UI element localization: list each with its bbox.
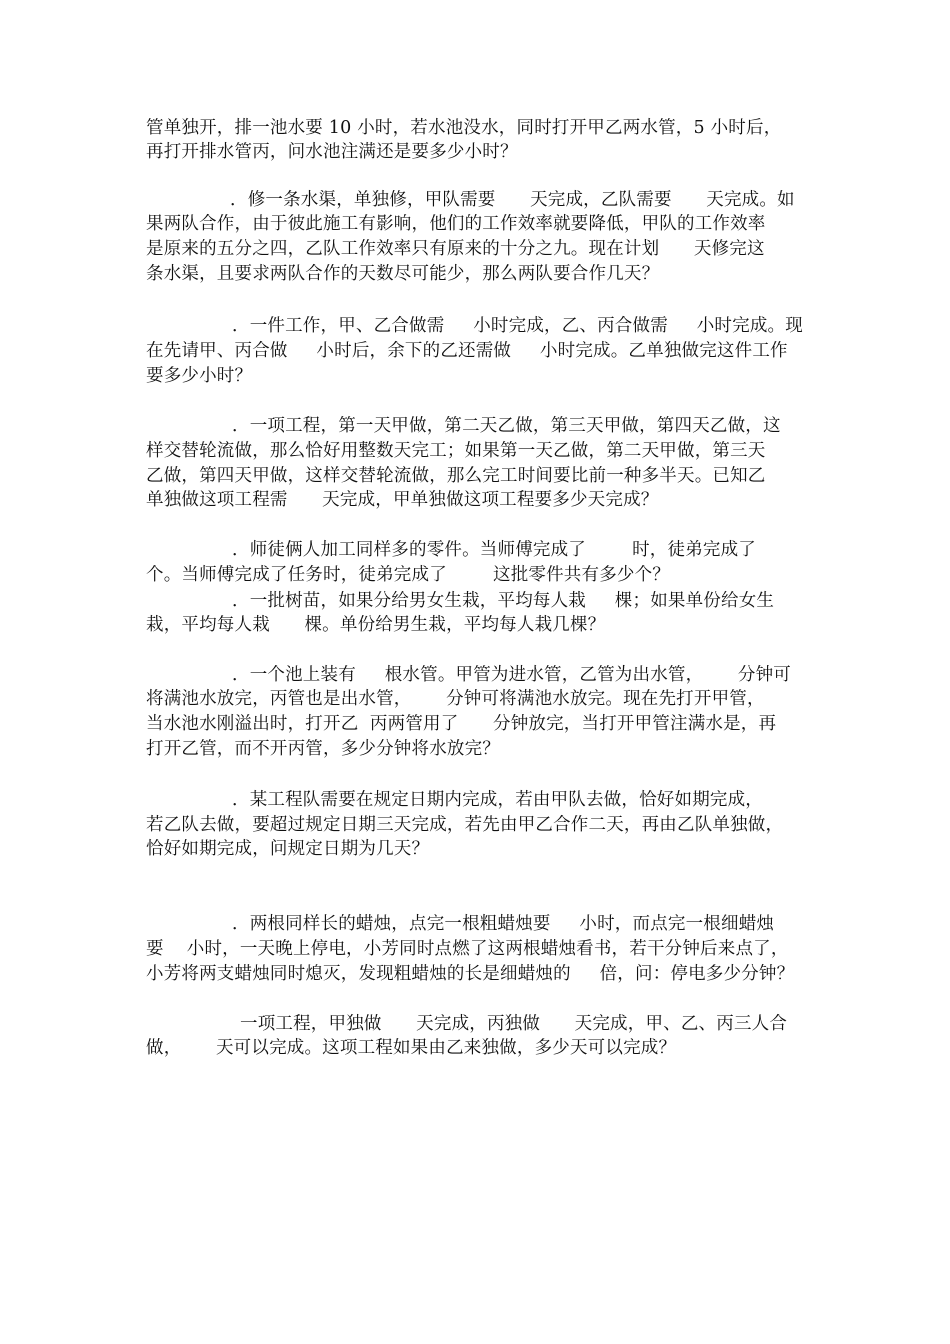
problem-line: ．一个池上装有 根水管。甲管为进水管，乙管为出水管， 分钟可	[232, 665, 791, 685]
problem-line: 一项工程，甲独做 天完成，丙独做 天完成，甲、乙、丙三人合	[240, 1014, 788, 1034]
problem-line: 要多少小时？	[146, 366, 253, 386]
problem-line: 乙做，第四天甲做，这样交替轮流做，那么完工时间要比前一种多半天。已知乙	[146, 466, 766, 486]
problem-line: 管单独开，排一池水要 10 小时，若水池没水，同时打开甲乙两水管，5 小时后，	[146, 118, 782, 138]
problem-line: ．修一条水渠，单独修，甲队需要 天完成，乙队需要 天完成。如	[230, 190, 795, 210]
problem-line: 打开乙管，而不开丙管，多少分钟将水放完？	[146, 739, 500, 759]
problem-line: 要 小时，一天晚上停电，小芳同时点燃了这两根蜡烛看书，若干分钟后来点了，	[146, 939, 789, 959]
problem-line: 恰好如期完成，问规定日期为几天？	[146, 839, 430, 859]
problem-line: ．某工程队需要在规定日期内完成，若由甲队去做，恰好如期完成，	[232, 790, 763, 810]
problem-line: 再打开排水管丙，问水池注满还是要多少小时？	[146, 142, 518, 162]
problem-line: 单独做这项工程需 天完成，甲单独做这项工程要多少天完成？	[146, 490, 659, 510]
problem-line: 若乙队去做，要超过规定日期三天完成，若先由甲乙合作二天，再由乙队单独做，	[146, 815, 784, 835]
problem-line: ．一件工作，甲、乙合做需 小时完成，乙、丙合做需 小时完成。现	[232, 316, 803, 336]
problem-line: 小芳将两支蜡烛同时熄灭，发现粗蜡烛的长是细蜡烛的 倍，问：停电多少分钟？	[146, 964, 795, 984]
problem-line: 果两队合作，由于彼此施工有影响，他们的工作效率就要降低，甲队的工作效率	[146, 214, 766, 234]
problem-line: ．师徒俩人加工同样多的零件。当师傅完成了 时，徒弟完成了	[232, 540, 756, 560]
problem-line: 当水池水刚溢出时，打开乙 丙两管用了 分钟放完，当打开甲管注满水是，再	[146, 714, 777, 734]
problem-line: 做， 天可以完成。这项工程如果由乙来独做，多少天可以完成？	[146, 1038, 677, 1058]
problem-line: 样交替轮流做，那么恰好用整数天完工；如果第一天乙做，第二天甲做，第三天	[146, 441, 766, 461]
problem-line: 将满池水放完，丙管也是出水管， 分钟可将满池水放完。现在先打开甲管，	[146, 689, 765, 709]
problem-line: 条水渠，且要求两队合作的天数尽可能少，那么两队要合作几天？	[146, 264, 660, 284]
problem-line: 栽，平均每人栽 棵。单份给男生栽，平均每人栽几棵？	[146, 615, 606, 635]
problem-line: ．一批树苗，如果分给男女生栽，平均每人栽 棵；如果单份给女生	[232, 591, 775, 611]
problem-line: ．一项工程，第一天甲做，第二天乙做，第三天甲做，第四天乙做，这	[232, 416, 781, 436]
problem-line: 是原来的五分之四，乙队工作效率只有原来的十分之九。现在计划 天修完这	[146, 239, 765, 259]
problem-line: 在先请甲、丙合做 小时后，余下的乙还需做 小时完成。乙单独做完这件工作	[146, 341, 788, 361]
problem-line: 个。当师傅完成了任务时，徒弟完成了 这批零件共有多少个？	[146, 565, 670, 585]
problem-line: ．两根同样长的蜡烛，点完一根粗蜡烛要 小时，而点完一根细蜡烛	[232, 914, 775, 934]
